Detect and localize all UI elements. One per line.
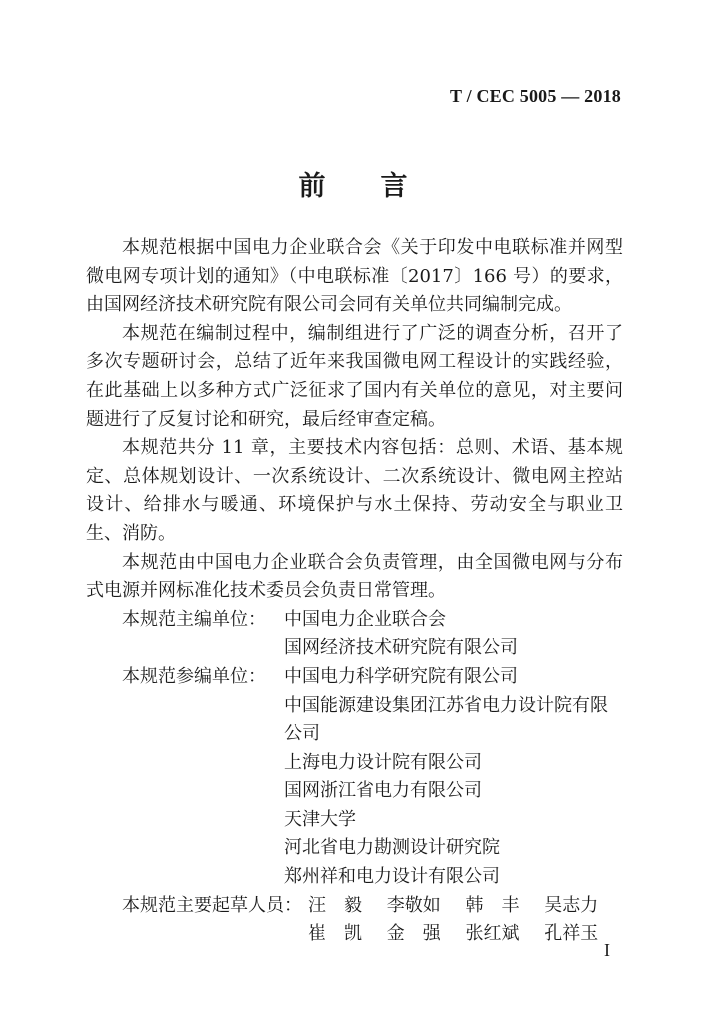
participating-editor-label: 本规范参编单位：	[122, 665, 266, 687]
paragraph-contents: 本规范共分 11 章，主要技术内容包括：总则、术语、基本规定、总体规划设计、一次系统设计、二次系统设计、微电网主控站设计、给排水与暖通、环境保护与水土保持、劳动安全与职业卫生、消防。	[86, 437, 623, 544]
paragraph-management: 本规范由中国电力企业联合会负责管理，由全国微电网与分布式电源并网标准化技术委员会负责日常管理。	[86, 551, 623, 602]
participating-editor-unit: 郑州祥和电力设计有限公司	[284, 866, 500, 888]
drafter-name: 孔祥玉	[544, 923, 599, 945]
preface-body	[86, 234, 623, 949]
drafters-row	[86, 920, 623, 949]
page-number: I	[604, 940, 610, 960]
participating-editor-row	[86, 663, 623, 692]
drafter-name: 崔凯	[308, 923, 381, 945]
participating-editor-unit: 中国能源建设集团江苏省电力设计院有限公司	[284, 694, 608, 745]
participating-editor-unit: 天津大学	[284, 808, 356, 830]
page-title	[0, 164, 707, 203]
chief-editor-label: 本规范主编单位：	[122, 608, 266, 630]
participating-editor-unit: 国网浙江省电力有限公司	[284, 780, 482, 802]
drafter-name: 张红斌	[465, 923, 520, 945]
title-char-2: 言	[380, 171, 409, 202]
drafter-name: 金强	[386, 923, 459, 945]
chief-editor-unit: 中国电力企业联合会	[284, 608, 446, 630]
drafter-name: 汪毅	[308, 894, 381, 916]
chief-editor-unit: 国网经济技术研究院有限公司	[284, 637, 518, 659]
chief-editor-row	[86, 606, 623, 635]
participating-editor-unit: 中国电力科学研究院有限公司	[284, 665, 518, 687]
paragraph-process: 本规范在编制过程中，编制组进行了广泛的调查分析，召开了多次专题研讨会，总结了近年来我国微电网工程设计的实践经验，在此基础上以多种方式广泛征求了国内有关单位的意见，对主要问题进行了反复讨论和研究，最后经审查定稿。	[86, 322, 623, 430]
drafters-row	[86, 892, 623, 921]
drafter-name: 韩丰	[465, 894, 538, 916]
standard-code: T / CEC 5005 — 2018	[450, 86, 621, 106]
drafter-name: 李敬如	[386, 894, 441, 916]
drafter-name: 吴志力	[544, 894, 599, 916]
paragraph-origin: 本规范根据中国电力企业联合会《关于印发中电联标准并网型微电网专项计划的通知》（中电联标准〔2017〕166 号）的要求，由国网经济技术研究院有限公司会同有关单位共同编制完成。	[86, 237, 623, 316]
title-char-1: 前	[298, 171, 327, 202]
drafters-label: 本规范主要起草人员：	[122, 894, 302, 916]
participating-editor-unit: 上海电力设计院有限公司	[284, 751, 482, 773]
participating-editor-unit: 河北省电力勘测设计研究院	[284, 837, 500, 859]
